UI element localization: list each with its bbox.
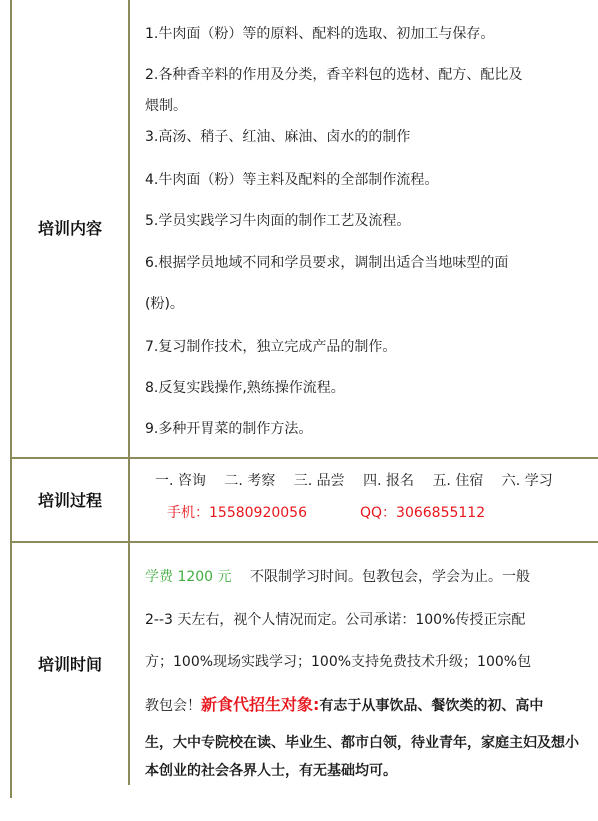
content-item: 6.根据学员地域不同和学员要求，调制出适合当地味型的面 bbox=[145, 255, 509, 271]
training-table bbox=[10, 0, 598, 798]
content-item: 5.学员实践学习牛肉面的制作工艺及流程。 bbox=[145, 213, 411, 229]
content-item: (粉)。 bbox=[145, 296, 184, 312]
process-step: 二. 考察 bbox=[224, 473, 276, 489]
row-training-time bbox=[12, 541, 598, 821]
content-item: 9.多种开胃菜的制作方法。 bbox=[145, 421, 313, 437]
time-line-4-start: 教包会！ bbox=[145, 698, 201, 714]
time-line-4 bbox=[145, 692, 543, 715]
process-step: 三. 品尝 bbox=[293, 473, 345, 489]
time-line-3: 方；100%现场实践学习；100%支持免费技术升级；100%包 bbox=[145, 654, 532, 670]
label-training-time: 培训时间 bbox=[12, 541, 130, 785]
enrollment-target-text: 有志于从事饮品、餐饮类的初、高中 bbox=[319, 698, 544, 714]
time-line-5: 生，大中专院校在读、毕业生、都市白领，待业青年，家庭主妇及想小 bbox=[145, 735, 579, 751]
enrollment-target-heading: 新食代招生对象: bbox=[201, 695, 320, 714]
content-item: 3.高汤、稍子、红油、麻油、卤水的的制作 bbox=[145, 129, 411, 145]
process-step: 五. 住宿 bbox=[432, 473, 484, 489]
time-line-2: 2--3 天左右，视个人情况而定。公司承诺：100%传授正宗配 bbox=[145, 612, 526, 628]
process-steps bbox=[155, 470, 553, 490]
process-step: 六. 学习 bbox=[501, 473, 553, 489]
row-training-content bbox=[12, 0, 598, 459]
tuition-fee: 学费 1200 元 bbox=[145, 569, 232, 585]
content-item: 8.反复实践操作,熟练操作流程。 bbox=[145, 380, 345, 396]
training-time-content bbox=[130, 541, 598, 821]
label-training-process: 培训过程 bbox=[12, 457, 130, 541]
process-step: 一. 咨询 bbox=[155, 473, 206, 489]
content-item: 7.复习制作技术，独立完成产品的制作。 bbox=[145, 339, 397, 355]
training-content-list bbox=[130, 0, 598, 457]
phone-number: 手机：15580920056 bbox=[167, 505, 307, 521]
time-line-1-text: 不限制学习时间。包教包会，学会为止。一般 bbox=[249, 569, 530, 585]
time-line-1 bbox=[145, 566, 530, 586]
label-training-content: 培训内容 bbox=[12, 0, 130, 457]
training-process-content bbox=[130, 457, 598, 541]
time-line-6: 本创业的社会各界人士，有无基础均可。 bbox=[145, 763, 397, 779]
qq-number: QQ：3066855112 bbox=[360, 505, 486, 521]
content-item: 1.牛肉面（粉）等的原料、配料的选取、初加工与保存。 bbox=[145, 26, 495, 42]
content-item: 2.各种香辛料的作用及分类，香辛料包的选材、配方、配比及 bbox=[145, 67, 523, 83]
content-item: 4.牛肉面（粉）等主料及配料的全部制作流程。 bbox=[145, 172, 439, 188]
content-item: 煨制。 bbox=[145, 98, 187, 114]
process-step: 四. 报名 bbox=[363, 473, 414, 489]
row-training-process bbox=[12, 457, 598, 543]
